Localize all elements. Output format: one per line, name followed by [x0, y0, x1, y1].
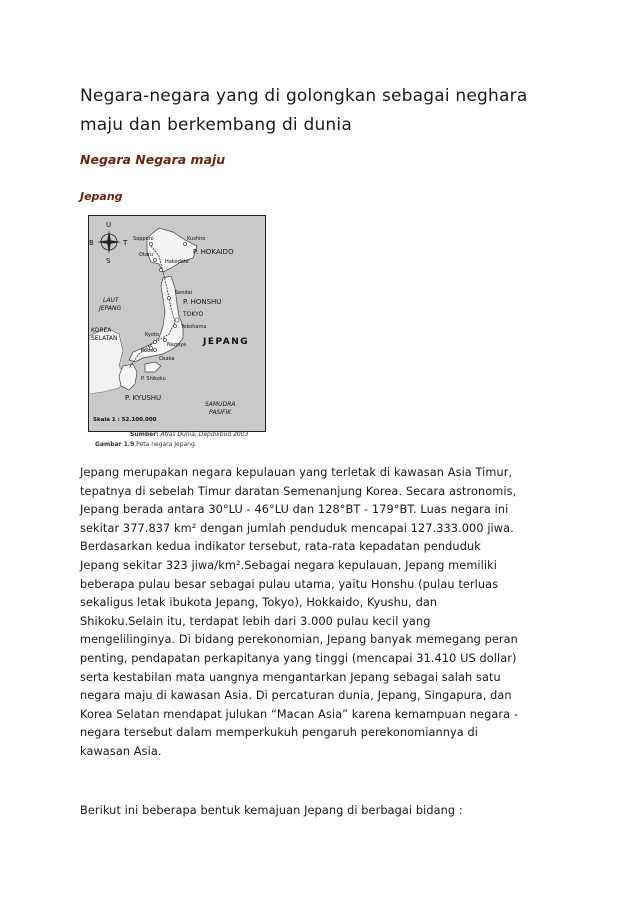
paragraph-line: beberapa pulau besar sebagai pulau utama, yaitu Honshu (pulau terluas	[80, 577, 499, 591]
paragraph-line: serta kestabilan mata uangnya mengantarkan Jepang sebagai salah satu	[80, 670, 501, 684]
title-line: Negara-negara yang di golongkan sebagai neghara	[80, 86, 528, 106]
paragraph-line: kawasan Asia.	[80, 744, 162, 758]
figure-label: Gambar 1.9	[95, 441, 135, 448]
closing-line	[80, 802, 570, 821]
label-pasifik: PASIFIK	[209, 409, 232, 416]
map-caption	[95, 441, 197, 448]
paragraph-line: Shikoku.Selain itu, terdapat lebih dari 3.000 pulau kecil yang	[80, 614, 431, 628]
label-samudra: SAMUDRA	[205, 401, 236, 408]
title-line: maju dan berkembang di dunia	[80, 115, 352, 135]
paragraph-line: Jepang berada antara 30°LU - 46°LU dan 128°BT - 179°BT. Luas negara ini	[80, 503, 509, 517]
label-kyoto: Kyoto	[145, 332, 159, 338]
source-label: Sumber:	[130, 431, 159, 438]
map-source	[130, 431, 248, 438]
section-heading: Negara Negara maju	[80, 152, 226, 167]
paragraph-line: sekitar 377.837 km² dengan jumlah penduduk mencapai 127.333.000 jiwa.	[80, 521, 514, 535]
label-honshu: P. HONSHU	[183, 298, 222, 306]
label-kyushu: P. KYUSHU	[125, 394, 162, 402]
paragraph-line: Korea Selatan mendapat julukan “Macan Asia” karena kemampuan negara -	[80, 707, 519, 721]
figure-text: Peta negara Jepang.	[136, 441, 197, 448]
body-paragraph	[80, 464, 570, 762]
label-kushiro: Kushiro	[187, 236, 206, 242]
label-korea: KOREA	[91, 327, 112, 334]
closing-text: Berikut ini beberapa bentuk kemajuan Jepang di berbagai bidang :	[80, 804, 463, 817]
paragraph-line: penting, pendapatan perkapitanya yang tinggi (mencapai 31.410 US dollar)	[80, 651, 517, 665]
paragraph-line: Berdasarkan kedua indikator tersebut, rata-rata kepadatan penduduk	[80, 540, 481, 554]
label-country: JEPANG	[203, 337, 250, 347]
label-yokohama: Yokohama	[181, 324, 207, 330]
label-osaka: Osaka	[159, 356, 175, 362]
compass-east: T	[123, 239, 128, 247]
compass-south: S	[106, 257, 111, 265]
paragraph-line: negara tersebut dalam memperkukuh pengaruh perekonomiannya di	[80, 726, 479, 740]
label-laut: LAUT	[103, 297, 119, 304]
label-tokyo: TOKYO	[183, 311, 204, 318]
label-selatan: SELATAN	[91, 335, 118, 342]
compass-west: B	[89, 239, 94, 247]
label-scale: Skala 1 : 52.100.000	[93, 417, 157, 423]
label-jepang-sea: JEPANG	[99, 305, 122, 312]
paragraph-line: negara maju di kawasan Asia. Di percaturan dunia, Jepang, Singapura, dan	[80, 689, 512, 703]
paragraph-line: Jepang merupakan negara kepulauan yang terletak di kawasan Asia Timur,	[80, 466, 513, 479]
paragraph-line: Jepang sekitar 323 jiwa/km².Sebagai negara kepulauan, Jepang memiliki	[80, 558, 498, 572]
label-hokaido: P. HOKAIDO	[193, 248, 234, 256]
label-shikoku: P. Shikoku	[141, 376, 166, 382]
label-hakodate: Hakodate	[165, 259, 189, 265]
label-sendai: Sendai	[175, 290, 193, 296]
document-title	[80, 82, 580, 140]
paragraph-line: mengelilinginya. Di bidang perekonomian, Jepang banyak memegang peran	[80, 633, 518, 647]
japan-map	[88, 215, 266, 432]
country-heading: Jepang	[80, 190, 123, 203]
label-sapporo: Sapporo	[133, 236, 154, 242]
label-kobe: Kobe	[141, 348, 154, 354]
label-nagoya: Nagoya	[167, 342, 187, 348]
japan-map-graphic	[89, 216, 265, 431]
paragraph-line: sekaligus letak ibukota Jepang, Tokyo), Hokkaido, Kyushu, dan	[80, 596, 438, 610]
label-otaru: Otaru	[139, 252, 154, 258]
source-text: Atlas Dunia, Depdikbud 2003	[160, 431, 249, 438]
compass-north: U	[106, 221, 112, 229]
paragraph-line: tepatnya di sebelah Timur daratan Semenanjung Korea. Secara astronomis,	[80, 484, 517, 498]
